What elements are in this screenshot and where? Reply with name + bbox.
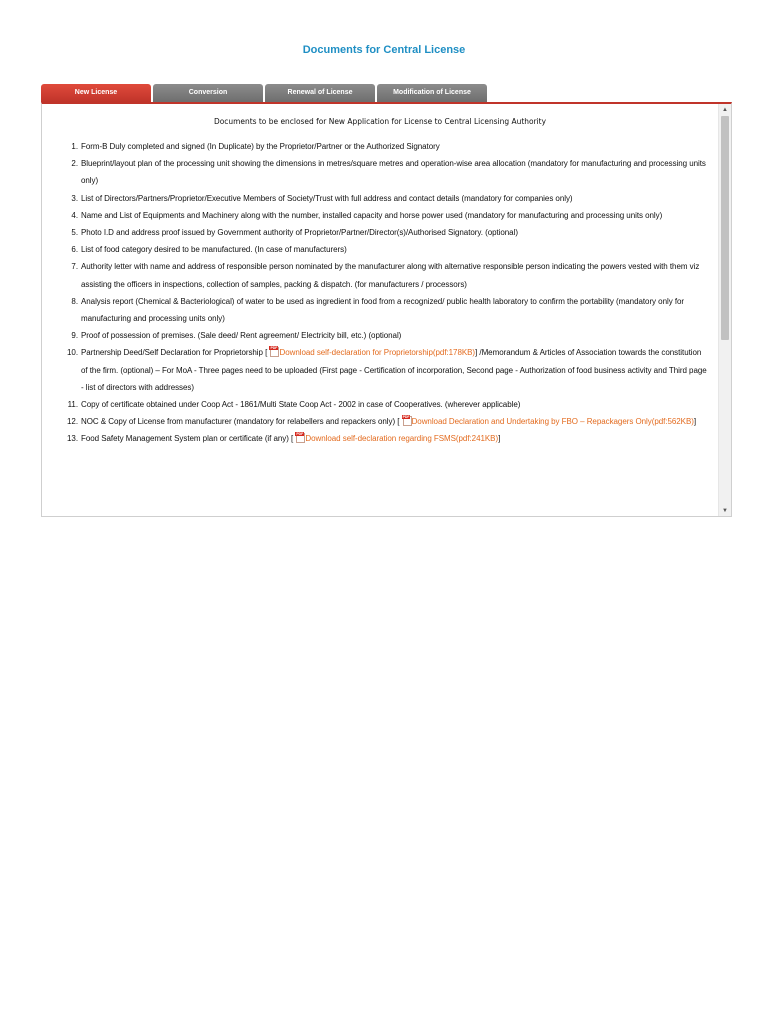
arrow-down-icon[interactable]: ▼: [722, 508, 728, 514]
arrow-up-icon[interactable]: ▲: [722, 107, 728, 113]
list-item-number: 7.: [71, 262, 78, 272]
list-item-number: 4.: [71, 210, 78, 220]
list-item: [42, 396, 718, 413]
list-item-text: Analysis report (Chemical & Bacteriological) of water to be used as ingredient in food from a recognized/ public health laboratory to confirm the portability (mandatory only for manufacturing and processing units only): [81, 296, 685, 324]
page-title: Documents for Central License: [302, 44, 466, 56]
list-item-number: 8.: [71, 296, 78, 306]
list-item-text: Photo I.D and address proof issued by Government authority of Proprietor/Partner/Director(s)/Authorised Signatory. (optional): [81, 228, 518, 238]
list-item: [42, 138, 718, 155]
list-item-number: 11.: [67, 400, 78, 410]
list-item-text: Partnership Deed/Self Declaration for Proprietorship [: [81, 348, 270, 358]
list-item-number: 13.: [67, 434, 78, 444]
list-item: [42, 207, 718, 224]
list-item-text: Form-B Duly completed and signed (In Duplicate) by the Proprietor/Partner or the Authorized Signatory: [81, 142, 440, 151]
list-item-text: List of food category desired to be manufactured. (In case of manufacturers): [81, 245, 347, 255]
tab-conversion[interactable]: Conversion: [153, 84, 263, 102]
list-item: [42, 413, 718, 430]
list-item-number: 2.: [71, 159, 78, 169]
tab-modification-of-license[interactable]: Modification of License: [377, 84, 487, 102]
list-item-number: 1.: [71, 142, 78, 151]
documents-panel: [41, 102, 732, 517]
list-item-text: Name and List of Equipments and Machinery along with the number, installed capacity and horse power used (mandatory for manufacturing and processing units only): [81, 210, 663, 220]
document-list: [42, 138, 718, 448]
list-item-text: List of Directors/Partners/Proprietor/Executive Members of Society/Trust with full address and contact details (mandatory for companies only): [81, 193, 573, 203]
list-item-number: 10.: [67, 348, 78, 358]
list-item: [42, 430, 718, 447]
scroll-thumb[interactable]: [721, 116, 729, 340]
list-item: [42, 190, 718, 207]
pdf-icon: PDF: [269, 346, 278, 356]
list-item-number: 12.: [67, 417, 78, 427]
panel-content: [42, 104, 718, 517]
download-link-label[interactable]: Download self-declaration regarding FSMS(pdf:241KB): [305, 434, 499, 444]
download-link[interactable]: [295, 432, 501, 444]
list-item: [42, 327, 718, 344]
list-item: [42, 344, 718, 396]
pdf-icon: PDF: [402, 415, 411, 425]
tab-bar: [41, 84, 489, 102]
list-item-text: Food Safety Management System plan or certificate (if any) [: [81, 434, 296, 444]
list-item-number: 6.: [71, 245, 78, 255]
download-link[interactable]: [269, 348, 475, 357]
list-item: [42, 258, 718, 292]
tab-renewal-of-license[interactable]: Renewal of License: [265, 84, 375, 102]
list-item-text: Blueprint/layout plan of the processing unit showing the dimensions in metres/square metres and operation-wise area allocation (mandatory for manufacturing and processing units only): [81, 159, 706, 186]
pdf-icon: PDF: [295, 432, 304, 442]
list-item: [42, 241, 718, 258]
list-item-number: 5.: [71, 228, 78, 238]
vertical-scrollbar[interactable]: [718, 104, 731, 517]
download-link-label[interactable]: Download Declaration and Undertaking by FBO – Repackagers Only(pdf:562KB): [411, 417, 694, 427]
tab-new-license[interactable]: New License: [41, 84, 151, 102]
list-item-text-after: ]: [498, 434, 501, 444]
list-item-text-after: ]: [693, 417, 697, 427]
list-item: [42, 224, 718, 241]
list-item-number: 9.: [71, 331, 78, 341]
list-item-number: 3.: [71, 193, 78, 203]
list-item-text: NOC & Copy of License from manufacturer (mandatory for relabellers and repackers only) [: [81, 417, 402, 427]
download-link[interactable]: [402, 415, 697, 427]
list-item: [42, 155, 718, 189]
list-item-text: Copy of certificate obtained under Coop Act - 1861/Multi State Coop Act - 2002 in case of Cooperatives. (wherever applicable): [81, 400, 521, 410]
download-link-label[interactable]: Download self-declaration for Proprietorship(pdf:178KB): [279, 348, 476, 358]
list-item: [42, 293, 718, 327]
list-item-text: Proof of possession of premises. (Sale deed/ Rent agreement/ Electricity bill, etc.) (optional): [81, 331, 402, 341]
panel-heading: Documents to be enclosed for New Application for License to Central Licensing Authority: [213, 116, 547, 126]
list-item-text: Authority letter with name and address of responsible person nominated by the manufacturer along with alternative responsible person indicating the powers vested with them viz assisting the officers in inspections, collection of samples, packing & dispatch. (for manufacturers / processors): [81, 262, 700, 289]
list-item-text-after: ] /Memorandum & Articles of Association towards the constitution of the firm. (optional) – For MoA - Three pages need to be uploaded (First page - Certification of incorporation, Second page - Authorization of food business activity and Third page - list of directors with addresses): [81, 348, 707, 392]
